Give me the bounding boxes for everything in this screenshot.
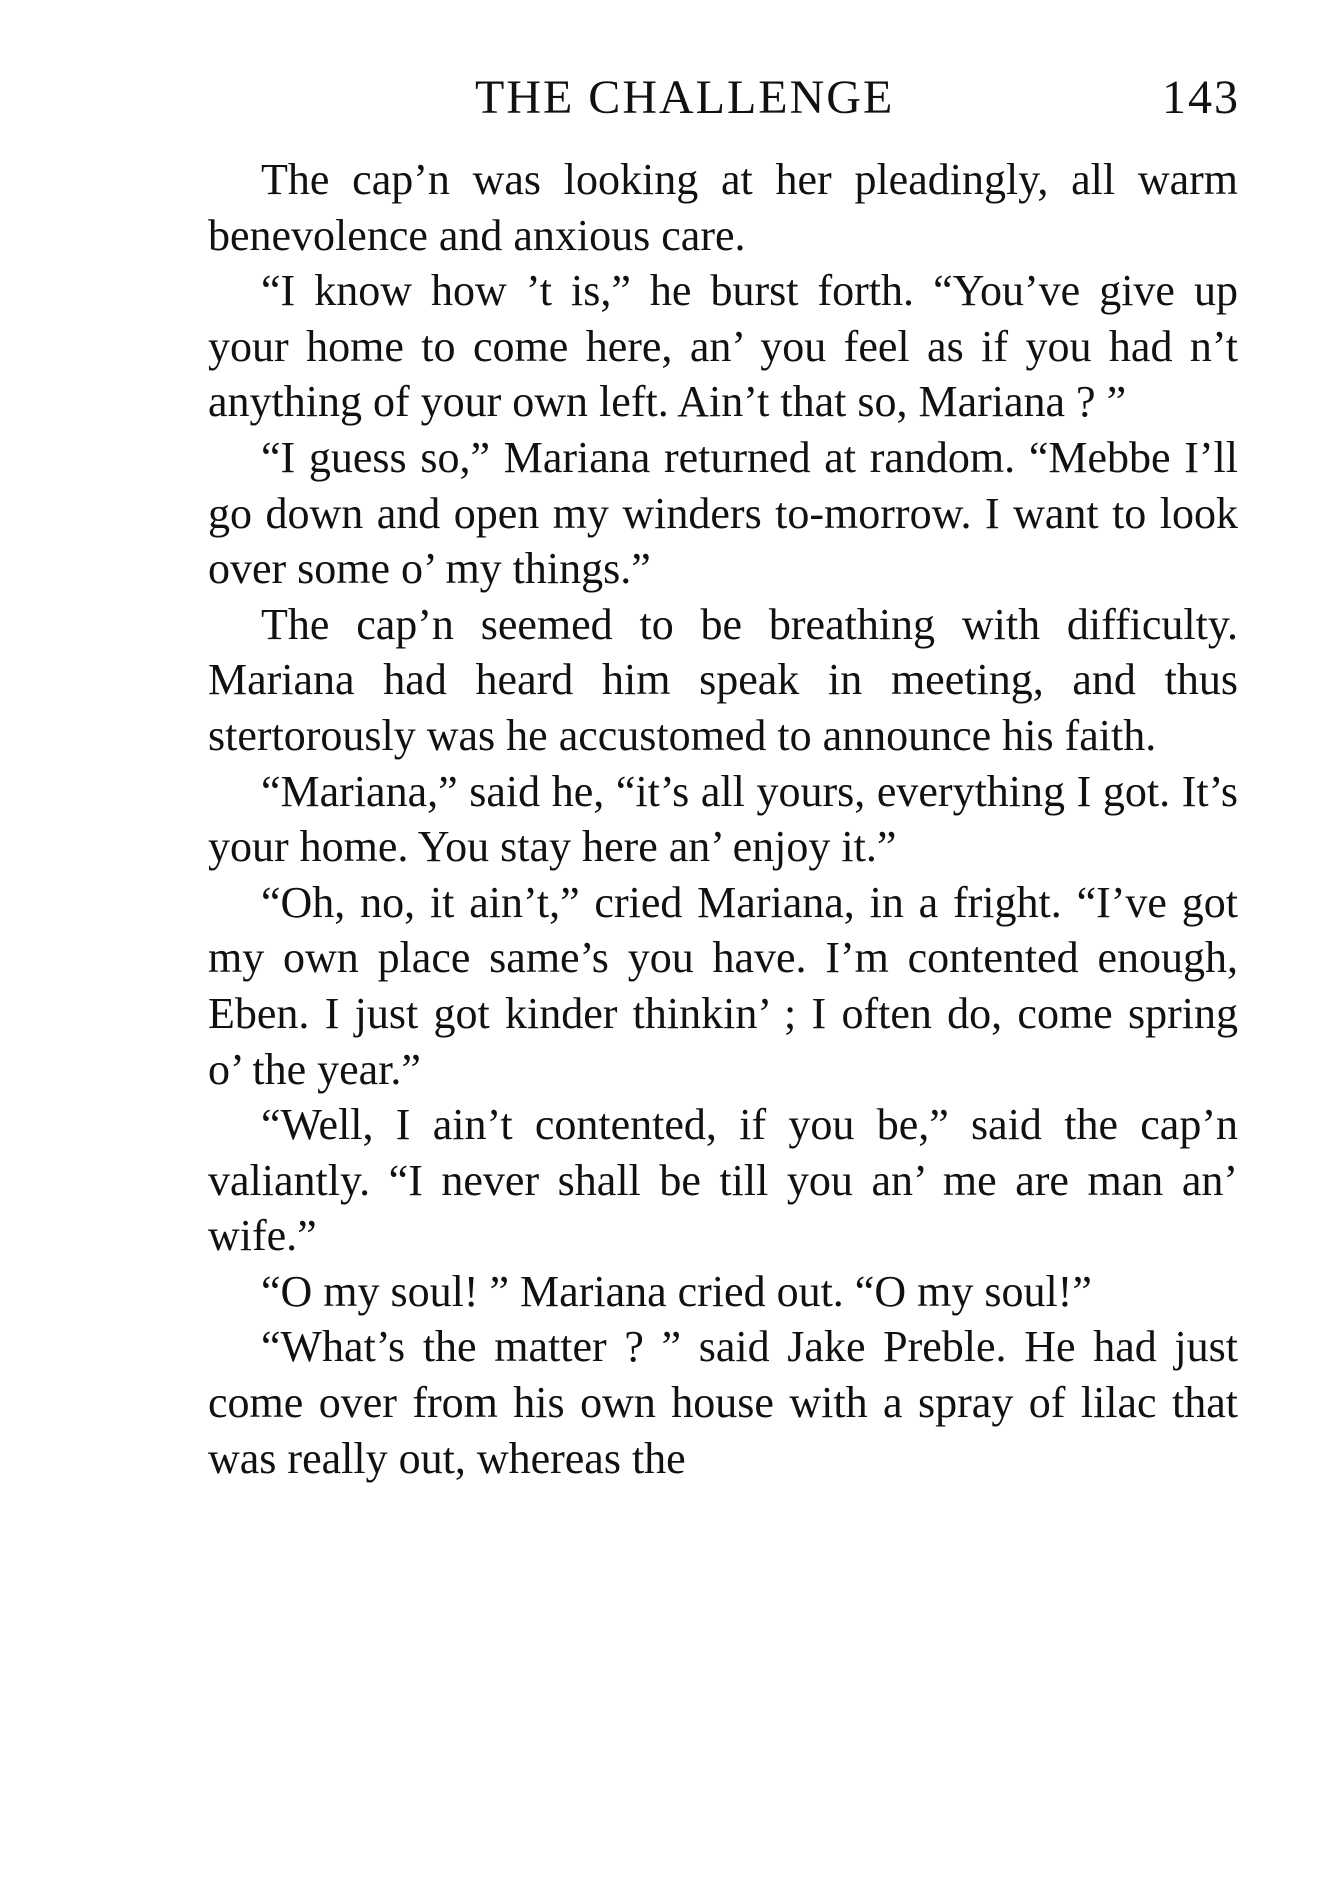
paragraph: “What’s the matter ? ” said Jake Preble. He had just come over from his own house with a spray of lilac that was really out, whereas the	[208, 1322, 1238, 1483]
running-title: THE CHALLENGE	[475, 71, 895, 124]
running-head	[205, 64, 1240, 134]
paragraph: “I guess so,” Mariana returned at random. “Mebbe I’ll go down and open my winders to-morrow. I want to look over some o’ my things.”	[208, 432, 1238, 594]
paragraph: “Well, I ain’t contented, if you be,” said the cap’n valiantly. “I never shall be till you an’ me are man an’ wife.”	[208, 1100, 1238, 1261]
paragraph: The cap’n seemed to be breathing with difficulty. Mariana had heard him speak in meeting, and thus stertorously was he accustomed to announce his faith.	[208, 599, 1238, 760]
body-text	[208, 152, 1238, 1486]
paragraph: “Mariana,” said he, “it’s all yours, everything I got. It’s your home. You stay here an’ enjoy it.”	[208, 766, 1238, 872]
paragraph: “O my soul! ” Mariana cried out. “O my soul!”	[261, 1266, 1092, 1316]
paragraph: “Oh, no, it ain’t,” cried Mariana, in a fright. “I’ve got my own place same’s you have. I’m contented enough, Eben. I just got kinder thinkin’ ; I often do, come spring o’ the year.”	[208, 877, 1238, 1094]
paragraph: The cap’n was looking at her pleadingly, all warm benevolence and anxious care.	[208, 155, 1238, 260]
paragraph: “I know how ’t is,” he burst forth. “You’ve give up your home to come here, an’ you feel as if you had n’t anything of your own left. Ain’t that so, Mariana ? ”	[208, 266, 1238, 427]
page-number: 143	[1162, 71, 1240, 124]
